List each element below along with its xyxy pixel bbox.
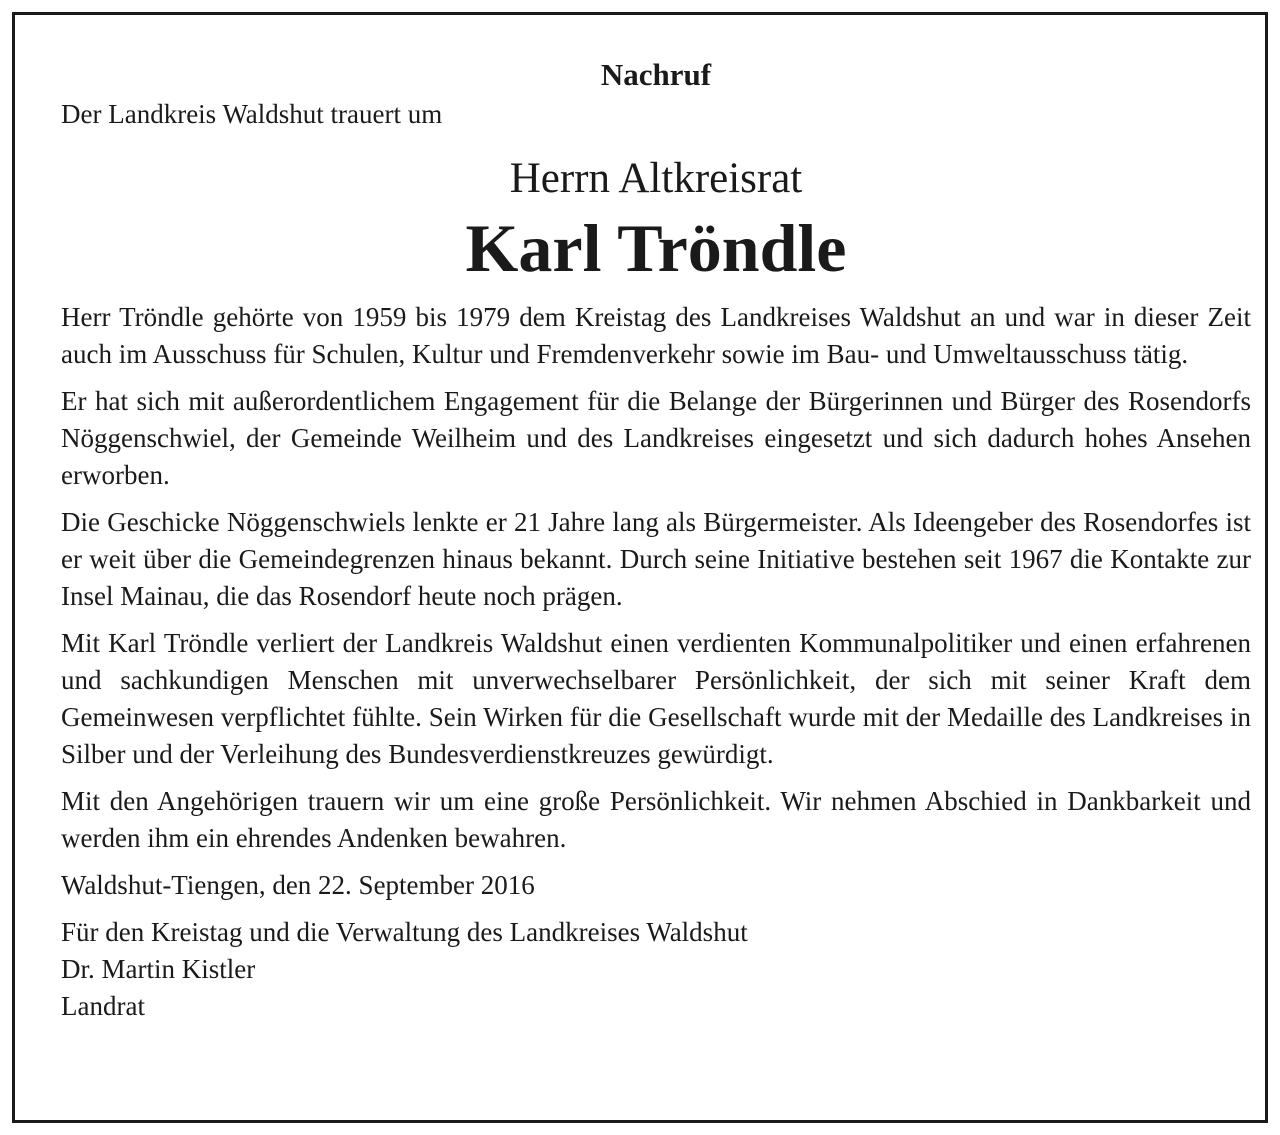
signature-block	[61, 914, 1251, 1025]
obituary-frame	[12, 12, 1268, 1123]
obituary-heading: Nachruf	[600, 57, 712, 92]
body-paragraph: Die Geschicke Nöggenschwiels lenkte er 21 Jahre lang als Bürgermeister. Als Ideengeber des Rosendorfes ist er weit über die Gemeindegrenzen hinaus bekannt. Durch seine Initiative bestehen seit 1967 die Kontakte zur Insel Mainau, die das Rosendorf heute noch prägen.	[61, 507, 1251, 611]
obituary-content	[61, 53, 1251, 1025]
body-paragraph: Er hat sich mit außerordentlichem Engagement für die Belange der Bürgerinnen und Bürger des Rosendorfs Nöggenschwiel, der Gemeinde Weilheim und des Landkreises eingesetzt und sich dadurch hohes Ansehen erworben.	[61, 386, 1251, 490]
body-paragraph: Mit den Angehörigen trauern wir um eine große Persönlichkeit. Wir nehmen Abschied in Dankbarkeit und werden ihm ein ehrendes Andenken bewahren.	[61, 786, 1251, 853]
deceased-name: Karl Tröndle	[465, 210, 847, 286]
body-paragraph: Mit Karl Tröndle verliert der Landkreis Waldshut einen verdienten Kommunalpolitiker und einen erfahrenen und sachkundigen Menschen mit unverwechselbarer Persönlichkeit, der sich mit seiner Kraft dem Gemeinwesen verpflichtet fühlte. Sein Wirken für die Gesellschaft wurde mit der Medaille des Landkreises in Silber und der Verleihung des Bundesverdienstkreuzes gewürdigt.	[61, 628, 1251, 769]
intro-line: Der Landkreis Waldshut trauert um	[61, 99, 443, 129]
signature-title: Landrat	[61, 991, 145, 1021]
body-paragraph: Herr Tröndle gehörte von 1959 bis 1979 dem Kreistag des Landkreises Waldshut an und war in dieser Zeit auch im Ausschuss für Schulen, Kultur und Fremdenverkehr sowie im Bau- und Umweltausschuss tätig.	[61, 302, 1251, 369]
obituary-body	[61, 299, 1251, 1025]
signature-signer: Dr. Martin Kistler	[61, 954, 256, 984]
signature-organization: Für den Kreistag und die Verwaltung des Landkreises Waldshut	[61, 917, 748, 947]
honorific-title: Herrn Altkreisrat	[509, 155, 803, 202]
place-date: Waldshut-Tiengen, den 22. September 2016	[61, 870, 535, 900]
